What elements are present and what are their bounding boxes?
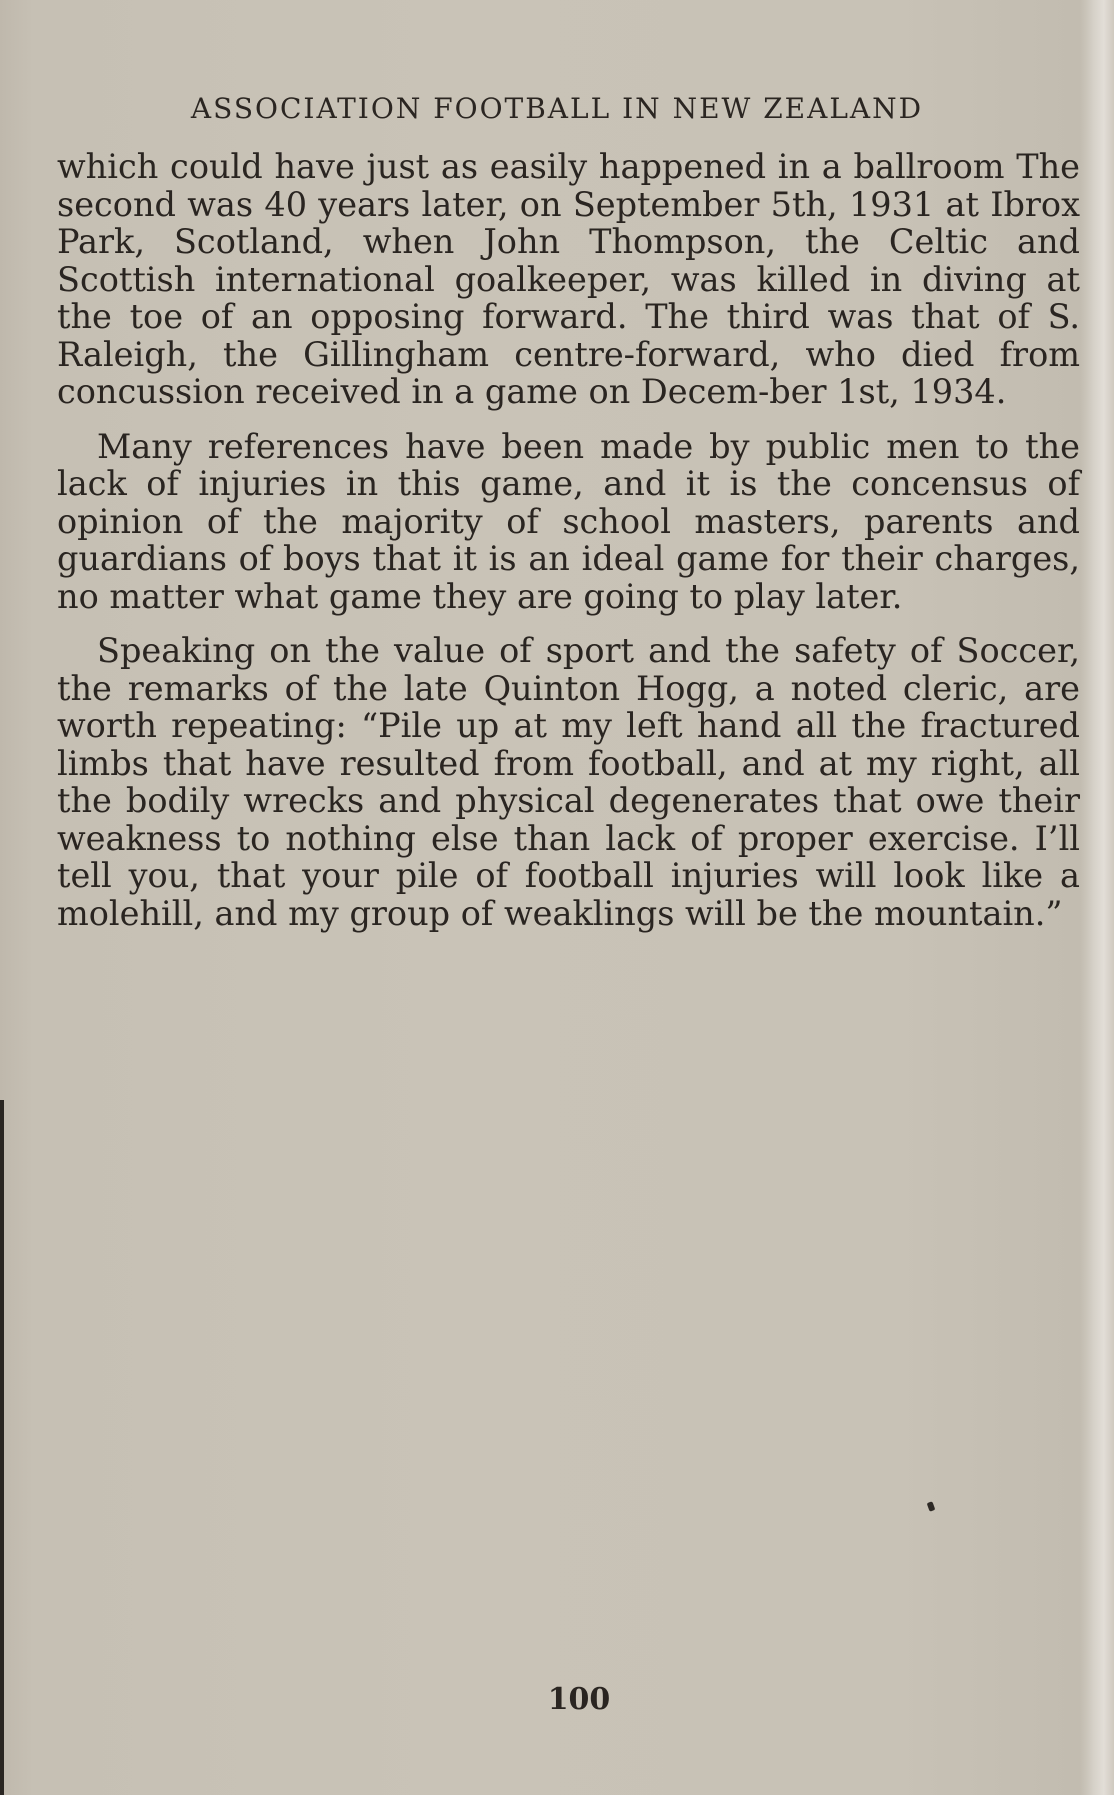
- page-number: 100: [547, 1682, 611, 1717]
- paragraph-3: Speaking on the value of sport and the safety of Soccer, the remarks of the late Quinton Hogg, a noted cleric, are worth repeating: “Pile up at my left hand all the fractured limbs that have resulted from football, and at my right, all the bodily wrecks and physical degenerates that owe their weakness to nothing else than lack of proper exercise. I’ll tell you, that your pile of football injuries will look like a molehill, and my group of weaklings will be the mountain.”: [57, 631, 1080, 933]
- running-head: ASSOCIATION FOOTBALL IN NEW ZEALAND: [190, 92, 924, 125]
- paragraph-2: Many references have been made by public men to the lack of injuries in this game, and it is the concensus of opinion of the majority of school masters, parents and guardians of boys that it is an ideal game for their charges, no matter what game they are going to play later.: [57, 426, 1080, 616]
- ink-speck: [927, 1501, 936, 1512]
- paragraph-1: which could have just as easily happened in a ballroom The second was 40 years later, on September 5th, 1931 at Ibrox Park, Scotland, when John Thompson, the Celtic and Scottish international goalkeeper, was killed in diving at the toe of an opposing forward. The third was that of S. Raleigh, the Gillingham centre-forward, who died from concussion received in a game on Decem-ber 1st, 1934.: [57, 147, 1080, 411]
- page-edge: [1080, 0, 1114, 1795]
- body-text: [57, 148, 1080, 949]
